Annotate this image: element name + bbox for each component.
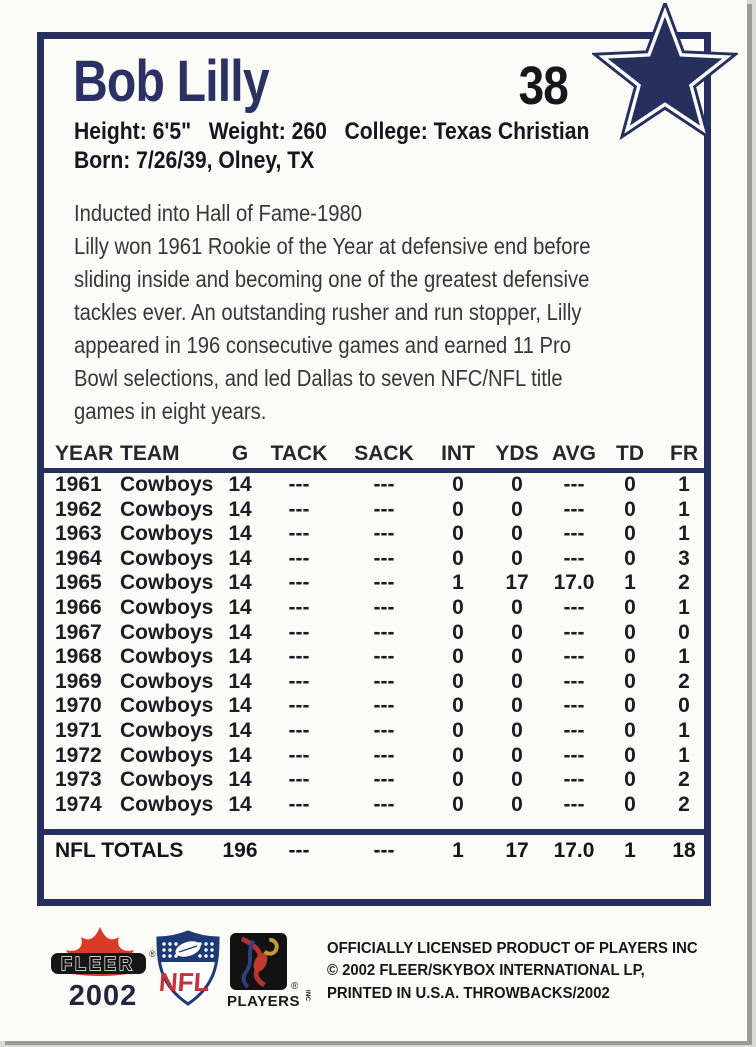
players-inc-text: INC — [304, 989, 312, 1002]
stats-header-cell: INT — [441, 442, 475, 465]
svg-text:®: ® — [149, 949, 156, 959]
stats-header-row — [50, 441, 710, 467]
stats-cell: 1969 — [55, 669, 102, 693]
totals-label: NFL TOTALS — [55, 839, 184, 862]
totals-cell: 1 — [452, 839, 464, 862]
stats-cell: --- — [288, 743, 310, 767]
stats-cell: 2 — [678, 571, 690, 595]
stats-cell: --- — [288, 645, 310, 669]
stats-cell: --- — [373, 571, 395, 595]
player-name: Bob Lilly — [73, 49, 269, 114]
stats-cell: 14 — [228, 473, 252, 496]
stats-cell: 0 — [511, 718, 523, 742]
players-inc-icon — [230, 933, 287, 990]
stats-cell: 1963 — [55, 522, 102, 546]
stats-cell: 0 — [624, 522, 636, 546]
stats-cell: --- — [373, 620, 395, 644]
stats-cell: --- — [373, 792, 395, 816]
stats-cell: 0 — [452, 620, 464, 644]
stats-cell: 14 — [228, 571, 252, 595]
totals-row — [50, 839, 710, 864]
stats-cell: Cowboys — [120, 718, 214, 742]
stats-cell: 0 — [511, 768, 523, 792]
stats-cell: --- — [288, 522, 310, 546]
stats-cell: --- — [373, 645, 395, 669]
stats-cell: 0 — [511, 645, 523, 669]
stats-header-cell: G — [231, 442, 249, 465]
stats-cell: --- — [373, 743, 395, 767]
nfl-shield-icon — [152, 929, 224, 1007]
stats-cell: 0 — [511, 669, 523, 693]
stats-cell: 0 — [452, 743, 464, 767]
bio-line: sliding inside and becoming one of the greatest defensive — [74, 266, 590, 292]
bio-line: games in eight years. — [74, 398, 267, 424]
players-inc-logo — [227, 933, 312, 1010]
stats-cell: --- — [373, 473, 395, 496]
stats-cell: 1 — [678, 743, 690, 767]
stats-cell: --- — [563, 669, 585, 693]
stats-cell: 1 — [678, 522, 690, 546]
stats-cell: 1 — [678, 718, 690, 742]
stats-cell: 0 — [511, 792, 523, 816]
players-reg-mark: ® — [291, 981, 299, 992]
stats-cell: 1973 — [55, 768, 102, 792]
stats-header-cell: YDS — [495, 442, 539, 465]
stats-cell: 0 — [452, 669, 464, 693]
stats-cell: --- — [563, 694, 585, 718]
svg-text:FLEER: FLEER — [60, 954, 136, 974]
stats-cell: 14 — [228, 645, 252, 669]
totals-divider-line — [44, 829, 707, 835]
stats-cell: --- — [373, 546, 395, 570]
stats-cell: Cowboys — [120, 792, 214, 816]
stats-cell: 1 — [678, 473, 690, 496]
stats-cell: 1 — [452, 571, 464, 595]
stats-cell: --- — [563, 718, 585, 742]
stats-header-cell: TACK — [270, 442, 328, 465]
stats-cell: 0 — [624, 669, 636, 693]
stats-cell: 0 — [452, 718, 464, 742]
stats-cell: Cowboys — [120, 743, 214, 767]
stats-cell: 1 — [678, 497, 690, 521]
stats-cell: --- — [563, 768, 585, 792]
stats-cell: Cowboys — [120, 571, 214, 595]
stats-cell: --- — [288, 571, 310, 595]
stats-header-cell: YEAR — [55, 442, 114, 465]
stats-cell: --- — [288, 473, 310, 496]
stats-header-cell: FR — [670, 442, 698, 465]
stats-cell: 1971 — [55, 718, 102, 742]
stats-cell: --- — [373, 595, 395, 619]
totals-cell: 196 — [222, 839, 258, 862]
stats-cell: --- — [288, 669, 310, 693]
stats-cell: 14 — [228, 768, 252, 792]
stats-cell: 14 — [228, 595, 252, 619]
stats-cell: 14 — [228, 546, 252, 570]
stats-cell: 1974 — [55, 792, 102, 816]
stats-cell: Cowboys — [120, 595, 214, 619]
totals-cell: 1 — [624, 839, 636, 862]
legal-line: © 2002 FLEER/SKYBOX INTERNATIONAL LP, — [327, 962, 645, 980]
stats-cell: 0 — [452, 595, 464, 619]
players-label: PLAYERS INC — [227, 989, 312, 1010]
stats-cell: --- — [288, 718, 310, 742]
stats-cell: 0 — [624, 743, 636, 767]
stats-cell: --- — [288, 694, 310, 718]
stats-cell: --- — [373, 694, 395, 718]
stats-cell: 17 — [505, 571, 529, 595]
stats-cell: 1 — [678, 595, 690, 619]
stats-cell: 1 — [678, 645, 690, 669]
stats-cell: --- — [373, 497, 395, 521]
stats-cell: 0 — [452, 522, 464, 546]
stats-cell: 1961 — [55, 473, 102, 496]
stats-cell: 0 — [624, 497, 636, 521]
stats-cell: 0 — [624, 694, 636, 718]
stats-cell: 0 — [624, 473, 636, 496]
stats-cell: --- — [373, 522, 395, 546]
stats-cell: 0 — [624, 792, 636, 816]
stats-header-cell: TEAM — [120, 442, 180, 465]
stats-cell: 0 — [452, 768, 464, 792]
totals-cell: --- — [373, 839, 395, 862]
stats-cell: --- — [373, 768, 395, 792]
stats-cell: Cowboys — [120, 473, 214, 496]
cowboys-star-icon — [592, 3, 738, 151]
fleer-year: 2002 — [68, 980, 138, 1012]
stats-cell: 0 — [511, 595, 523, 619]
stats-cell: 0 — [452, 792, 464, 816]
stats-header-cell: TD — [616, 442, 644, 465]
stats-cell: --- — [288, 792, 310, 816]
stats-cell: 14 — [228, 694, 252, 718]
stats-cell: 2 — [678, 792, 690, 816]
bio-line: tackles ever. An outstanding rusher and run stopper, Lilly — [74, 299, 582, 325]
stats-cell: 0 — [511, 497, 523, 521]
stats-cell: Cowboys — [120, 497, 214, 521]
fleer-logo — [50, 926, 156, 1012]
stats-cell: 0 — [452, 473, 464, 496]
stats-cell: 0 — [511, 743, 523, 767]
stats-cell: 1964 — [55, 546, 102, 570]
stats-header-cell: AVG — [552, 442, 596, 465]
stats-cell: --- — [563, 522, 585, 546]
totals-cell: 17.0 — [553, 839, 595, 862]
stats-cell: 0 — [678, 694, 690, 718]
legal-line: OFFICIALLY LICENSED PRODUCT OF PLAYERS INC — [327, 940, 698, 957]
stats-cell: 1972 — [55, 743, 102, 767]
stats-cell: 14 — [228, 792, 252, 816]
stats-cell: Cowboys — [120, 694, 214, 718]
stats-cell: --- — [563, 743, 585, 767]
stats-cell: --- — [563, 595, 585, 619]
stats-cell: --- — [373, 669, 395, 693]
stats-cell: --- — [373, 718, 395, 742]
totals-cell: --- — [288, 839, 310, 862]
stats-cell: 17.0 — [553, 571, 595, 595]
stats-cell: 2 — [678, 768, 690, 792]
stats-cell: 0 — [511, 546, 523, 570]
stats-cell: 14 — [228, 669, 252, 693]
stats-cell: --- — [563, 473, 585, 496]
stats-cell: 0 — [624, 595, 636, 619]
bio-line: appeared in 196 consecutive games and earned 11 Pro — [74, 332, 571, 358]
stats-table — [50, 473, 710, 817]
stats-cell: 0 — [624, 546, 636, 570]
stats-cell: --- — [563, 546, 585, 570]
stats-cell: 0 — [452, 645, 464, 669]
stats-cell: 0 — [511, 522, 523, 546]
stats-cell: Cowboys — [120, 620, 214, 644]
stats-cell: 0 — [511, 620, 523, 644]
stats-cell: 0 — [452, 497, 464, 521]
stats-cell: --- — [288, 768, 310, 792]
stats-cell: 14 — [228, 743, 252, 767]
svg-text:NFL: NFL — [157, 967, 211, 997]
stats-cell: 0 — [624, 768, 636, 792]
stats-cell: Cowboys — [120, 669, 214, 693]
stats-cell: Cowboys — [120, 768, 214, 792]
stats-cell: 0 — [624, 718, 636, 742]
stats-cell: 14 — [228, 718, 252, 742]
totals-cell: 17 — [505, 839, 529, 862]
stats-cell: --- — [288, 497, 310, 521]
vitals-line-2: Born: 7/26/39, Olney, TX — [74, 147, 315, 174]
bio-line: Bowl selections, and led Dallas to seven NFC/NFL title — [74, 365, 563, 391]
stats-cell: Cowboys — [120, 522, 214, 546]
stats-cell: 0 — [624, 645, 636, 669]
card-footer — [0, 906, 747, 1041]
stats-cell: 0 — [511, 694, 523, 718]
stats-cell: 0 — [678, 620, 690, 644]
vitals-line-1: Height: 6'5" Weight: 260 College: Texas Christian — [74, 118, 590, 145]
stats-cell: Cowboys — [120, 645, 214, 669]
stats-cell: 0 — [452, 694, 464, 718]
card-number: 38 — [518, 56, 568, 116]
stats-cell: 1962 — [55, 497, 102, 521]
stats-cell: 1967 — [55, 620, 102, 644]
stats-cell: 0 — [452, 546, 464, 570]
stats-cell: 0 — [511, 473, 523, 496]
stats-cell: --- — [563, 620, 585, 644]
legal-text — [327, 938, 698, 1005]
stats-cell: --- — [563, 497, 585, 521]
stats-cell: 14 — [228, 522, 252, 546]
stats-cell: --- — [563, 792, 585, 816]
stats-cell: 3 — [678, 546, 690, 570]
totals-cell: 18 — [672, 839, 696, 862]
stats-cell: 14 — [228, 497, 252, 521]
stats-cell: 1965 — [55, 571, 102, 595]
stats-cell: 1 — [624, 571, 636, 595]
fleer-crown-icon — [50, 926, 156, 982]
stats-cell: Cowboys — [120, 546, 214, 570]
stats-header-cell: SACK — [354, 442, 414, 465]
stats-cell: 1968 — [55, 645, 102, 669]
bio-line: Inducted into Hall of Fame-1980 — [74, 200, 363, 226]
stats-cell: --- — [288, 620, 310, 644]
stats-cell: 2 — [678, 669, 690, 693]
stats-cell: 14 — [228, 620, 252, 644]
stats-cell: --- — [288, 546, 310, 570]
bio-line: Lilly won 1961 Rookie of the Year at defensive end before — [74, 233, 591, 259]
stats-cell: --- — [288, 595, 310, 619]
stats-cell: 1970 — [55, 694, 102, 718]
legal-line: PRINTED IN U.S.A. THROWBACKS/2002 — [327, 984, 610, 1002]
player-bio — [74, 197, 590, 428]
stats-cell: --- — [563, 645, 585, 669]
stats-cell: 0 — [624, 620, 636, 644]
stats-cell: 1966 — [55, 595, 102, 619]
